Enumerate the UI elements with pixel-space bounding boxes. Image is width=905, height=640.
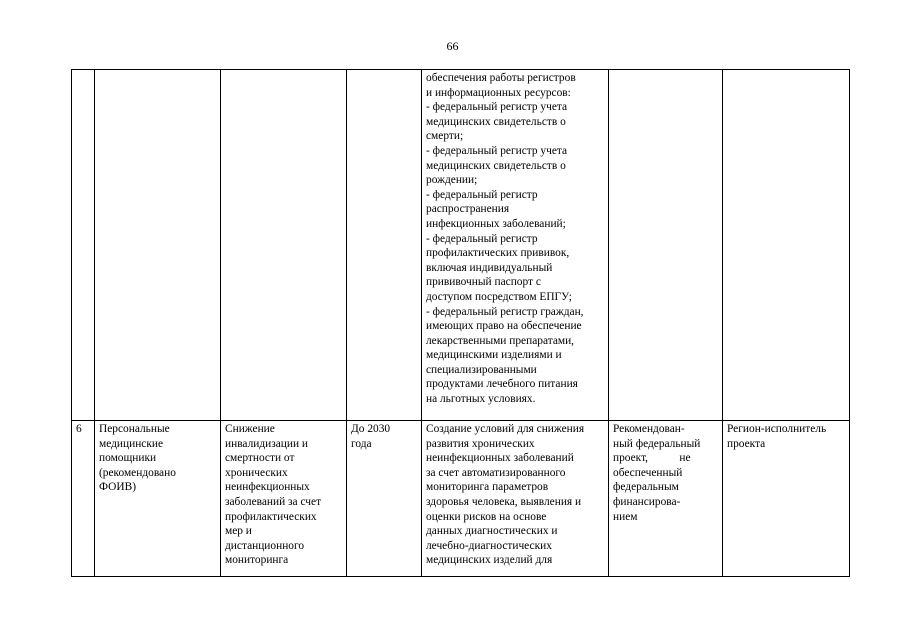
cell-goal — [221, 70, 347, 421]
cell-number: 6 — [72, 421, 95, 577]
cell-text-line: федеральным — [613, 481, 679, 494]
cell-text-line: помощники — [99, 452, 157, 465]
cell-text-line: Регион-исполнитель — [727, 423, 827, 435]
cell-text-line: мер и — [225, 525, 252, 538]
cell-text-line: здоровья человека, выявления и — [426, 495, 582, 508]
cell-text-line: неинфекционных — [225, 481, 310, 494]
cell-text-line: оценки рисков на основе — [426, 510, 547, 523]
cell-text-line: проект, не — [613, 452, 691, 465]
cell-text-line: мониторинга параметров — [426, 481, 549, 494]
cell-text-line: обеспеченный — [613, 466, 683, 479]
cell-text-line: года — [351, 437, 372, 450]
table-row — [72, 421, 850, 577]
cell-text-line: лечебно-диагностических — [426, 539, 552, 552]
cell-text-line: развития хронических — [426, 437, 535, 450]
cell-text-line: Снижение — [225, 423, 275, 435]
cell-project-name — [95, 70, 221, 421]
cell-description — [422, 70, 609, 421]
cell-text-line: профилактических прививок, — [426, 247, 570, 260]
cell-text-line: специализированными — [426, 363, 537, 376]
cell-text-line: - федеральный регистр — [426, 232, 538, 245]
cell-text-line: нием — [613, 510, 638, 523]
cell-text-line: смерти; — [426, 130, 464, 143]
measures-table — [71, 69, 850, 577]
cell-text-line: Персональные — [99, 423, 170, 435]
table-row — [72, 70, 850, 421]
cell-financing — [609, 421, 723, 577]
cell-text-line: ФОИВ) — [99, 481, 136, 494]
cell-text-line: доступом посредством ЕПГУ; — [426, 290, 572, 303]
cell-text-line: - федеральный регистр учета — [426, 144, 568, 157]
cell-text-line: на льготных условиях. — [426, 393, 536, 406]
cell-text-line: проекта — [727, 437, 766, 450]
cell-text-line: заболеваний за счет — [225, 495, 322, 508]
cell-text-line: (рекомендовано — [99, 466, 176, 479]
cell-text-line: распространения — [426, 203, 510, 216]
cell-text-line: инфекционных заболеваний; — [426, 217, 566, 230]
cell-text-line: обеспечения работы регистров — [426, 72, 576, 84]
cell-deadline — [347, 421, 422, 577]
cell-text-line: ный федеральный — [613, 437, 701, 450]
cell-text-line: медицинских свидетельств о — [426, 159, 566, 172]
cell-project-name — [95, 421, 221, 577]
cell-goal — [221, 421, 347, 577]
cell-text-line: продуктами лечебного питания — [426, 378, 578, 391]
cell-text-line: за счет автоматизированного — [426, 466, 566, 479]
cell-text-line: финансирова- — [613, 495, 681, 508]
cell-text-line: - федеральный регистр граждан, — [426, 305, 584, 318]
cell-text-line: лекарственными препаратами, — [426, 334, 575, 347]
cell-text-line: медицинскими изделиями и — [426, 349, 562, 362]
cell-text-line: имеющих право на обеспечение — [426, 320, 582, 333]
cell-text-line: смертности от — [225, 452, 295, 465]
cell-text-line: Создание условий для снижения — [426, 423, 585, 435]
cell-text-line: рождении; — [426, 174, 478, 187]
page-number: 66 — [446, 39, 459, 53]
cell-text-line: инвалидизации и — [225, 437, 309, 450]
cell-executor — [723, 70, 850, 421]
cell-deadline — [347, 70, 422, 421]
cell-number — [72, 70, 95, 421]
cell-executor — [723, 421, 850, 577]
cell-financing — [609, 70, 723, 421]
cell-text-line: - федеральный регистр учета — [426, 101, 568, 114]
cell-text-line: - федеральный регистр — [426, 188, 538, 201]
cell-text-line: До 2030 — [351, 423, 391, 435]
cell-text-line: медицинских свидетельств о — [426, 115, 566, 128]
cell-text-line: неинфекционных заболеваний — [426, 452, 574, 465]
cell-text-line: данных диагностических и — [426, 525, 558, 538]
cell-text-line: и информационных ресурсов: — [426, 86, 571, 99]
cell-text-line: хронических — [225, 466, 288, 479]
cell-description — [422, 421, 609, 577]
cell-text-line: профилактических — [225, 510, 317, 523]
cell-text-line: включая индивидуальный — [426, 261, 553, 274]
cell-text-line: прививочный паспорт с — [426, 276, 541, 289]
cell-text-line: мониторинга — [225, 554, 289, 567]
cell-text-line: дистанционного — [225, 539, 305, 552]
cell-text-line: медицинские — [99, 437, 164, 450]
cell-text-line: медицинских изделий для — [426, 554, 553, 567]
cell-text-line: Рекомендован- — [613, 423, 685, 435]
